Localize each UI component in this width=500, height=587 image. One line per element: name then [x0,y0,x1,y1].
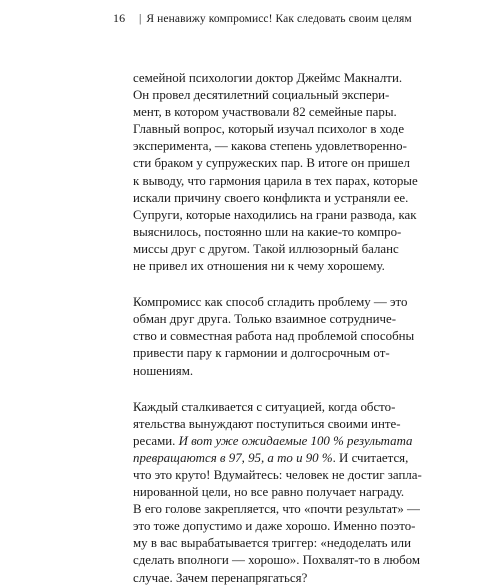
text-line: ресами. И вот уже ожидаемые 100 % результата [133,433,413,448]
text-line: ношениям. [133,363,194,378]
text-line: к выводу, что гармония царила в тех парах, которые [133,173,418,188]
text-line: миссы друг с другом. Такой иллюзорный баланс [133,241,399,256]
text-line: мент, в котором участвовали 82 семейные пары. [133,105,397,120]
text-line: Компромисс как способ сгладить проблему — это [133,295,408,310]
text-line: эксперимента, — какова степень удовлетворенно- [133,139,407,154]
text-line: сти браком у супружеских пар. В итоге он пришел [133,156,410,171]
text-line: семейной психологии доктор Джеймс Макналти. [133,71,403,85]
text-line: нированной цели, но все равно получает награду. [133,485,405,500]
italic-emphasis: И вот уже ожидаемые 100 % результата [178,433,413,448]
text-line: ятельства вынуждают поступиться своими инте- [133,416,401,431]
paragraph-2 [133,294,415,379]
text-line: искали причину своего конфликта и устраняли ее. [133,190,409,205]
text-line: Он провел десятилетний социальный экспери- [133,88,390,103]
body-text [133,70,422,587]
text-line: случае. Зачем перенапрягаться? [133,570,308,585]
text-line: обман друг друга. Только взаимное сотрудниче- [133,312,397,327]
text-line: Супруги, которые находились на грани развода, как [133,207,417,222]
text-line: что это круто! Вдумайтесь: человек не достиг запла- [133,467,422,482]
text-line: не привел их отношения ни к чему хорошему. [133,259,385,274]
text-line: Каждый сталкивается с ситуацией, когда обсто- [133,399,396,414]
paragraph-3 [133,399,422,587]
text-line: му в вас вырабатывается триггер: «недоделать или [133,536,411,551]
running-header [113,11,433,26]
page-number: 16 [113,11,126,25]
text-line: превращаются в 97, 95, а то и 90 %. И считается, [133,450,409,465]
text-line: Главный вопрос, который изучал психолог в ходе [133,122,405,137]
text-line: ство и совместная работа над проблемой способны [133,329,415,344]
header-separator: | [139,13,142,25]
text-line: выяснилось, постоянно шли на какие-то компро- [133,224,402,239]
text-line: В его голове закрепляется, что «почти результат» — [133,502,420,517]
paragraph-1 [133,70,418,275]
running-title: Я ненавижу компромисс! Как следовать своим целям [146,13,412,25]
italic-emphasis: превращаются в 97, 95, а то и 90 % [133,450,333,465]
text-line: привести пару к гармонии и долгосрочным от- [133,346,390,361]
text-line: это тоже допустимо и даже хорошо. Именно поэто- [133,519,416,534]
text-line: сделать вполноги — хорошо». Похвалят-то в любом [133,553,421,568]
